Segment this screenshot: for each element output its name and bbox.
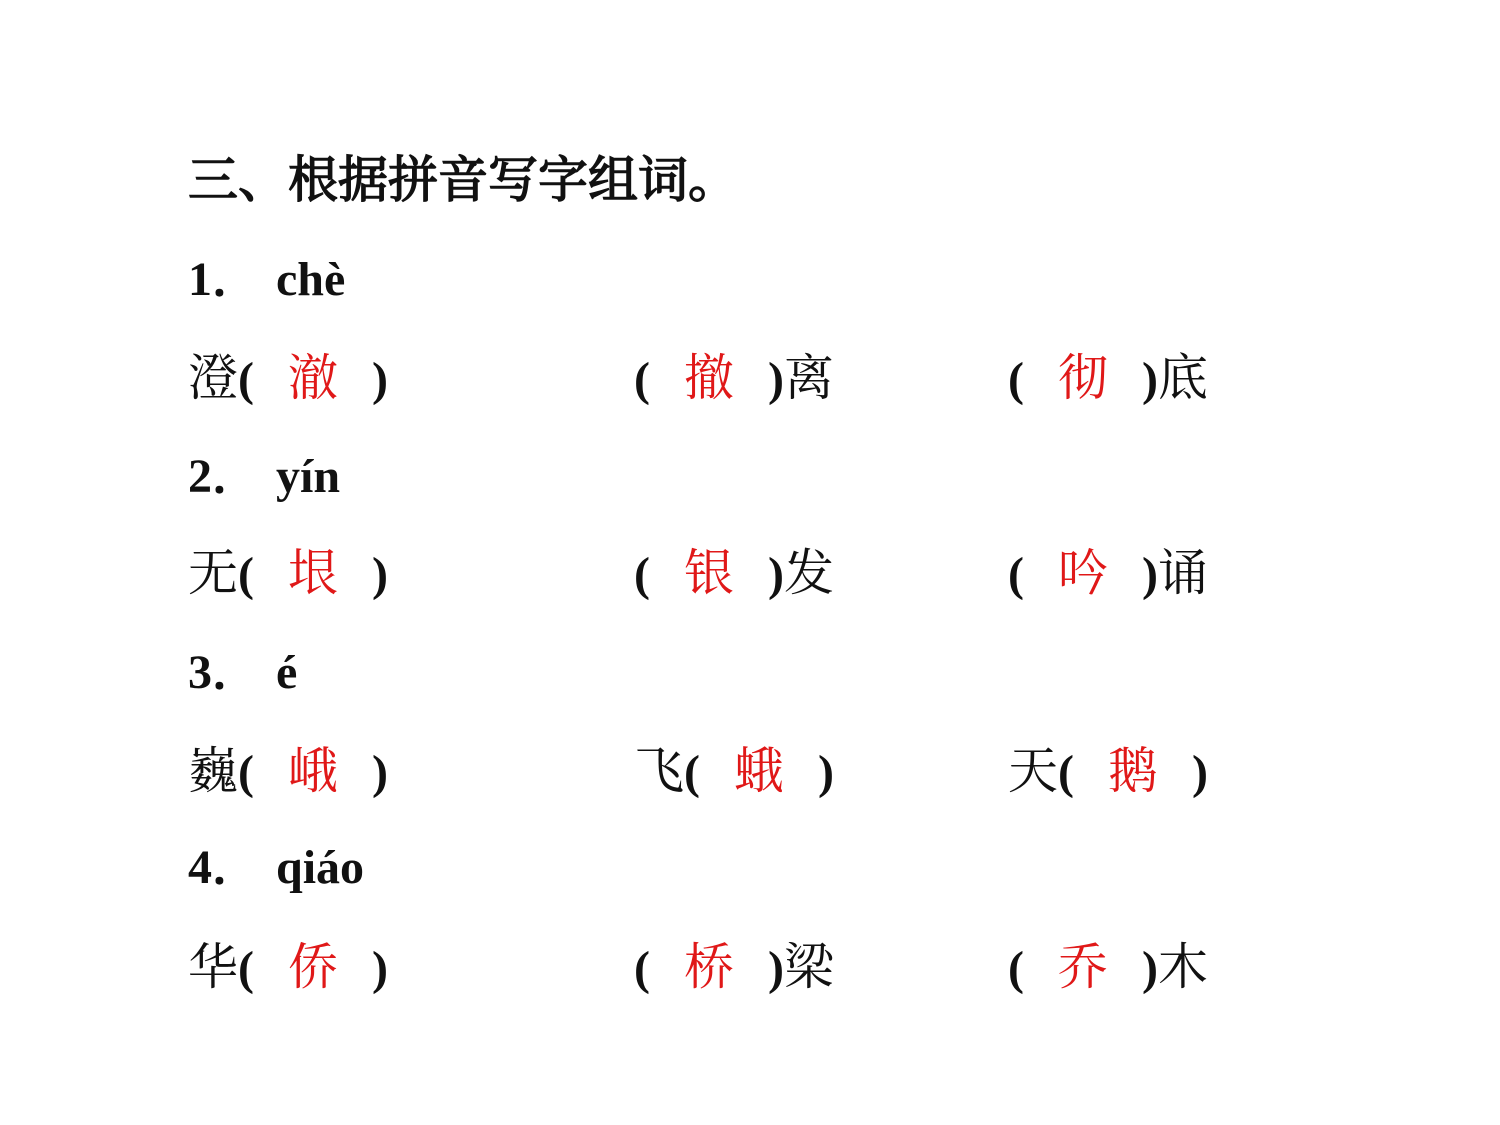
word-item: [188, 538, 388, 608]
word-suffix: 发: [783, 544, 834, 602]
open-paren: (: [238, 353, 254, 406]
pinyin-prompt: chè: [276, 253, 346, 306]
word-row: [0, 343, 1500, 413]
pinyin-prompt: é: [276, 646, 298, 699]
word-item: [188, 343, 388, 413]
word-row: [0, 538, 1500, 608]
word-prefix: 澄: [188, 349, 238, 407]
word-item: [634, 932, 834, 1002]
word-suffix: 离: [783, 349, 834, 407]
open-paren: (: [634, 353, 650, 406]
close-paren: ): [371, 548, 388, 601]
word-prefix: 华: [188, 938, 238, 996]
pinyin-prompt: yín: [276, 450, 341, 503]
question-number: 1．: [188, 253, 261, 306]
answer-character: 银: [683, 544, 734, 602]
answer-character: 撤: [683, 349, 734, 407]
close-paren: ): [1141, 548, 1158, 601]
word-suffix: 诵: [1157, 544, 1208, 602]
open-paren: (: [1058, 746, 1074, 799]
open-paren: (: [238, 548, 254, 601]
close-paren: ): [1191, 746, 1208, 799]
open-paren: (: [1008, 353, 1024, 406]
close-paren: ): [817, 746, 834, 799]
word-suffix: 底: [1157, 349, 1208, 407]
word-item: [1008, 736, 1208, 806]
answer-character: 垠: [287, 544, 338, 602]
question-header: [188, 447, 340, 507]
close-paren: ): [371, 942, 388, 995]
word-item: [188, 736, 388, 806]
open-paren: (: [238, 942, 254, 995]
word-suffix: 木: [1157, 938, 1208, 996]
word-suffix: 梁: [783, 938, 834, 996]
open-paren: (: [1008, 548, 1024, 601]
close-paren: ): [1141, 942, 1158, 995]
open-paren: (: [1008, 942, 1024, 995]
close-paren: ): [767, 548, 784, 601]
answer-character: 侨: [287, 938, 338, 996]
word-row: [0, 736, 1500, 806]
answer-character: 鹅: [1107, 742, 1158, 800]
question-number: 4．: [188, 841, 261, 894]
exercise-title: 三、根据拼音写字组词。: [188, 151, 738, 209]
close-paren: ): [371, 353, 388, 406]
question-header: [188, 643, 297, 703]
word-prefix: 飞: [634, 742, 684, 800]
word-row: [0, 932, 1500, 1002]
close-paren: ): [371, 746, 388, 799]
word-item: [634, 538, 834, 608]
open-paren: (: [634, 548, 650, 601]
open-paren: (: [238, 746, 254, 799]
close-paren: ): [1141, 353, 1158, 406]
word-prefix: 无: [188, 544, 238, 602]
close-paren: ): [767, 942, 784, 995]
word-item: [634, 343, 834, 413]
open-paren: (: [634, 942, 650, 995]
word-item: [1008, 932, 1208, 1002]
answer-character: 彻: [1057, 349, 1108, 407]
answer-character: 澈: [287, 349, 338, 407]
question-header: [188, 250, 345, 310]
word-prefix: 天: [1008, 742, 1058, 800]
close-paren: ): [767, 353, 784, 406]
answer-character: 峨: [287, 742, 338, 800]
question-number: 3．: [188, 646, 261, 699]
question-number: 2．: [188, 450, 261, 503]
answer-character: 乔: [1057, 938, 1108, 996]
word-item: [1008, 343, 1208, 413]
question-header: [188, 838, 364, 898]
word-item: [188, 932, 388, 1002]
answer-character: 吟: [1057, 544, 1108, 602]
word-item: [1008, 538, 1208, 608]
word-item: [634, 736, 834, 806]
answer-character: 蛾: [733, 742, 784, 800]
open-paren: (: [684, 746, 700, 799]
pinyin-prompt: qiáo: [276, 841, 365, 894]
word-prefix: 巍: [188, 742, 238, 800]
answer-character: 桥: [683, 938, 734, 996]
